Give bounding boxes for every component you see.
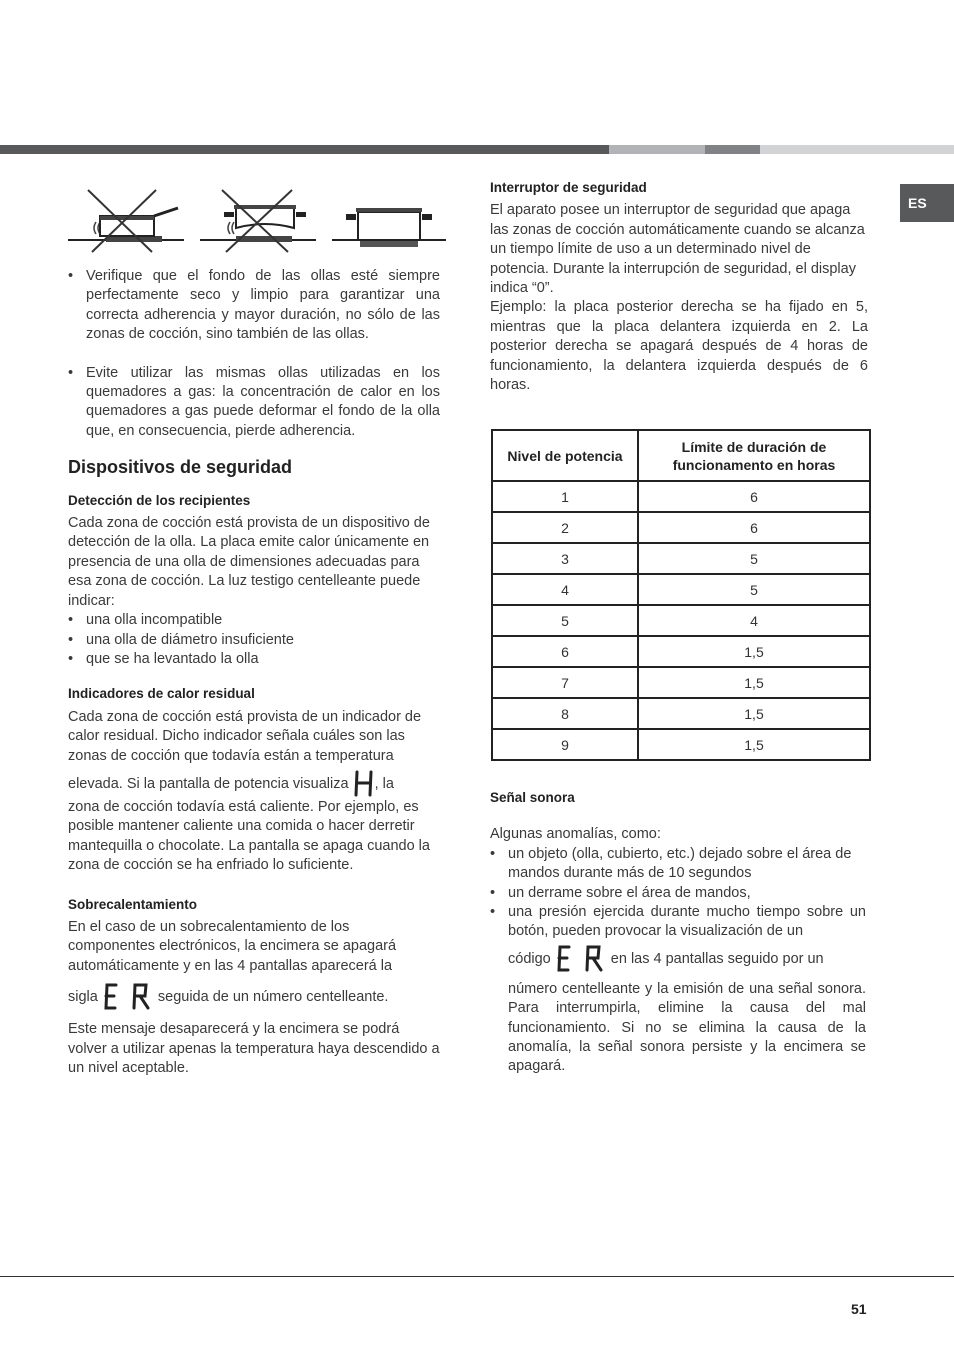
footer-rule	[0, 1276, 954, 1277]
residual-text-inline-end: , la	[374, 775, 394, 792]
beep-code-text: en las 4 pantallas seguido por un	[610, 950, 824, 967]
table-row	[492, 667, 870, 698]
bar-segment-light	[609, 145, 705, 154]
table-row	[492, 543, 870, 574]
level-cell: 3	[492, 543, 638, 574]
bar-segment-pale	[760, 145, 954, 154]
hours-cell: 6	[638, 512, 870, 543]
left-column	[68, 267, 440, 1078]
table-row	[492, 636, 870, 667]
level-cell: 5	[492, 605, 638, 636]
beep-title: Señal sonora	[490, 790, 575, 805]
switch-example: Ejemplo: la placa posterior derecha se ha fijado en 5, mientras que la placa delantera izquierda en 2. La posterior derecha se apagará después de 4 horas de funcionamiento, la delantera izquierda después de 6 horas.	[490, 299, 868, 394]
beep-code-label: código	[508, 950, 551, 967]
level-cell: 4	[492, 574, 638, 605]
table-row	[492, 574, 870, 605]
detection-text: Cada zona de cocción está provista de un dispositivo de detección de la olla. La placa emite calor únicamente en presencia de una olla de dimensiones adecuadas para esa zona de cocción. La luz testigo centelleante puede indicar:	[68, 515, 430, 609]
hours-cell: 1,5	[638, 667, 870, 698]
list-item: • que se ha levantado la olla	[68, 650, 440, 669]
level-cell: 2	[492, 512, 638, 543]
list-item: • un derrame sobre el área de mandos,	[490, 884, 866, 903]
residual-title: Indicadores de calor residual	[68, 686, 255, 702]
table-row	[492, 698, 870, 729]
display-er-icon	[555, 944, 607, 974]
hours-cell: 1,5	[638, 729, 870, 760]
pot-illustrations	[66, 186, 448, 256]
list-item: • un objeto (olla, cubierto, etc.) dejado sobre el área de mandos durante más de 10 segundos	[490, 845, 866, 884]
hours-cell: 4	[638, 605, 870, 636]
bar-segment-dark	[0, 145, 609, 154]
level-cell: 6	[492, 636, 638, 667]
power-limit-table	[491, 429, 871, 761]
beep-continued: número centelleante y la emisión de una señal sonora. Para interrumpirla, elimine la causa del mal funcionamiento. Si no se elimina la causa de la anomalía, la señal sonora persiste y la encimera se apagará.	[508, 980, 866, 1075]
pot-warped-crossed-icon	[200, 190, 316, 252]
table-row	[492, 481, 870, 512]
pot-correct-icon	[332, 208, 446, 247]
table-header-row	[492, 430, 870, 481]
level-cell: 7	[492, 667, 638, 698]
header-color-bar	[0, 145, 954, 154]
overheat-text-inline: sigla	[68, 989, 98, 1006]
beep-section	[490, 788, 866, 1077]
language-tab: ES	[900, 184, 954, 222]
overheat-text: En el caso de un sobrecalentamiento de los componentes electrónicos, la encimera se apagará automáticamente y en las 4 pantallas aparecerá la	[68, 918, 397, 974]
tip-gas-pots: • Evite utilizar las mismas ollas utilizadas en los quemadores a gas: la concentración de calor en los quemadores a gas puede deformar el fondo de la olla que, en consecuencia, pierde adherencia.	[68, 364, 440, 442]
column-header: Límite de duración de funcionamento en horas	[638, 430, 870, 481]
overheat-title: Sobrecalentamiento	[68, 896, 198, 912]
hours-cell: 6	[638, 481, 870, 512]
display-h-icon	[353, 770, 375, 798]
hours-cell: 1,5	[638, 698, 870, 729]
switch-title: Interruptor de seguridad	[490, 180, 647, 195]
table-row	[492, 605, 870, 636]
pot-raised-crossed-icon	[68, 190, 184, 252]
column-header: Nivel de potencia	[492, 430, 638, 481]
level-cell: 8	[492, 698, 638, 729]
residual-text-inline: elevada. Si la pantalla de potencia visualiza	[68, 775, 349, 792]
table-row	[492, 512, 870, 543]
level-cell: 1	[492, 481, 638, 512]
list-item: • una presión ejercida durante mucho tiempo sobre un botón, pueden provocar la visualización de un	[490, 903, 866, 942]
hours-cell: 1,5	[638, 636, 870, 667]
residual-text-continued: zona de cocción todavía está caliente. Por ejemplo, es posible mantener caliente una comida o hacer derretir mantequilla o chocolate. La pantalla se apaga cuando la zona de cocción se ha enfriado lo suficiente.	[68, 798, 430, 874]
detection-title: Detección de los recipientes	[68, 492, 251, 508]
hours-cell: 5	[638, 543, 870, 574]
overheat-text-inline-end: seguida de un número centelleante.	[157, 989, 389, 1006]
list-item: • una olla de diámetro insuficiente	[68, 631, 440, 650]
hours-cell: 5	[638, 574, 870, 605]
section-title: Dispositivos de seguridad	[68, 457, 293, 478]
list-item: • una olla incompatible	[68, 611, 440, 630]
overheat-recovery: Este mensaje desaparecerá y la encimera se podrá volver a utilizar apenas la temperatura haya descendido a un nivel aceptable.	[68, 1021, 440, 1076]
residual-text: Cada zona de cocción está provista de un indicador de calor residual. Dicho indicador señala cuáles son las zonas de cocción que todavía están a temperatura	[68, 708, 422, 764]
switch-text: El aparato posee un interruptor de seguridad que apaga las zonas de cocción automáticamente cuando se alcanza un tiempo límite de uso a un determinado nivel de potencia. Durante la interrupción de seguridad, el display indica “0”.	[490, 202, 865, 297]
page-number: 51	[851, 1301, 867, 1317]
bar-segment-mid	[705, 145, 760, 154]
level-cell: 9	[492, 729, 638, 760]
table-row	[492, 729, 870, 760]
right-column	[490, 178, 868, 395]
display-er-icon	[102, 982, 154, 1012]
beep-intro: Algunas anomalías, como:	[490, 826, 661, 843]
tip-dry-pot: • Verifique que el fondo de las ollas esté siempre perfectamente seco y limpio para garantizar una correcta adherencia y mayor duración, no sólo de las zonas de cocción, sino también de las ollas.	[68, 267, 440, 345]
